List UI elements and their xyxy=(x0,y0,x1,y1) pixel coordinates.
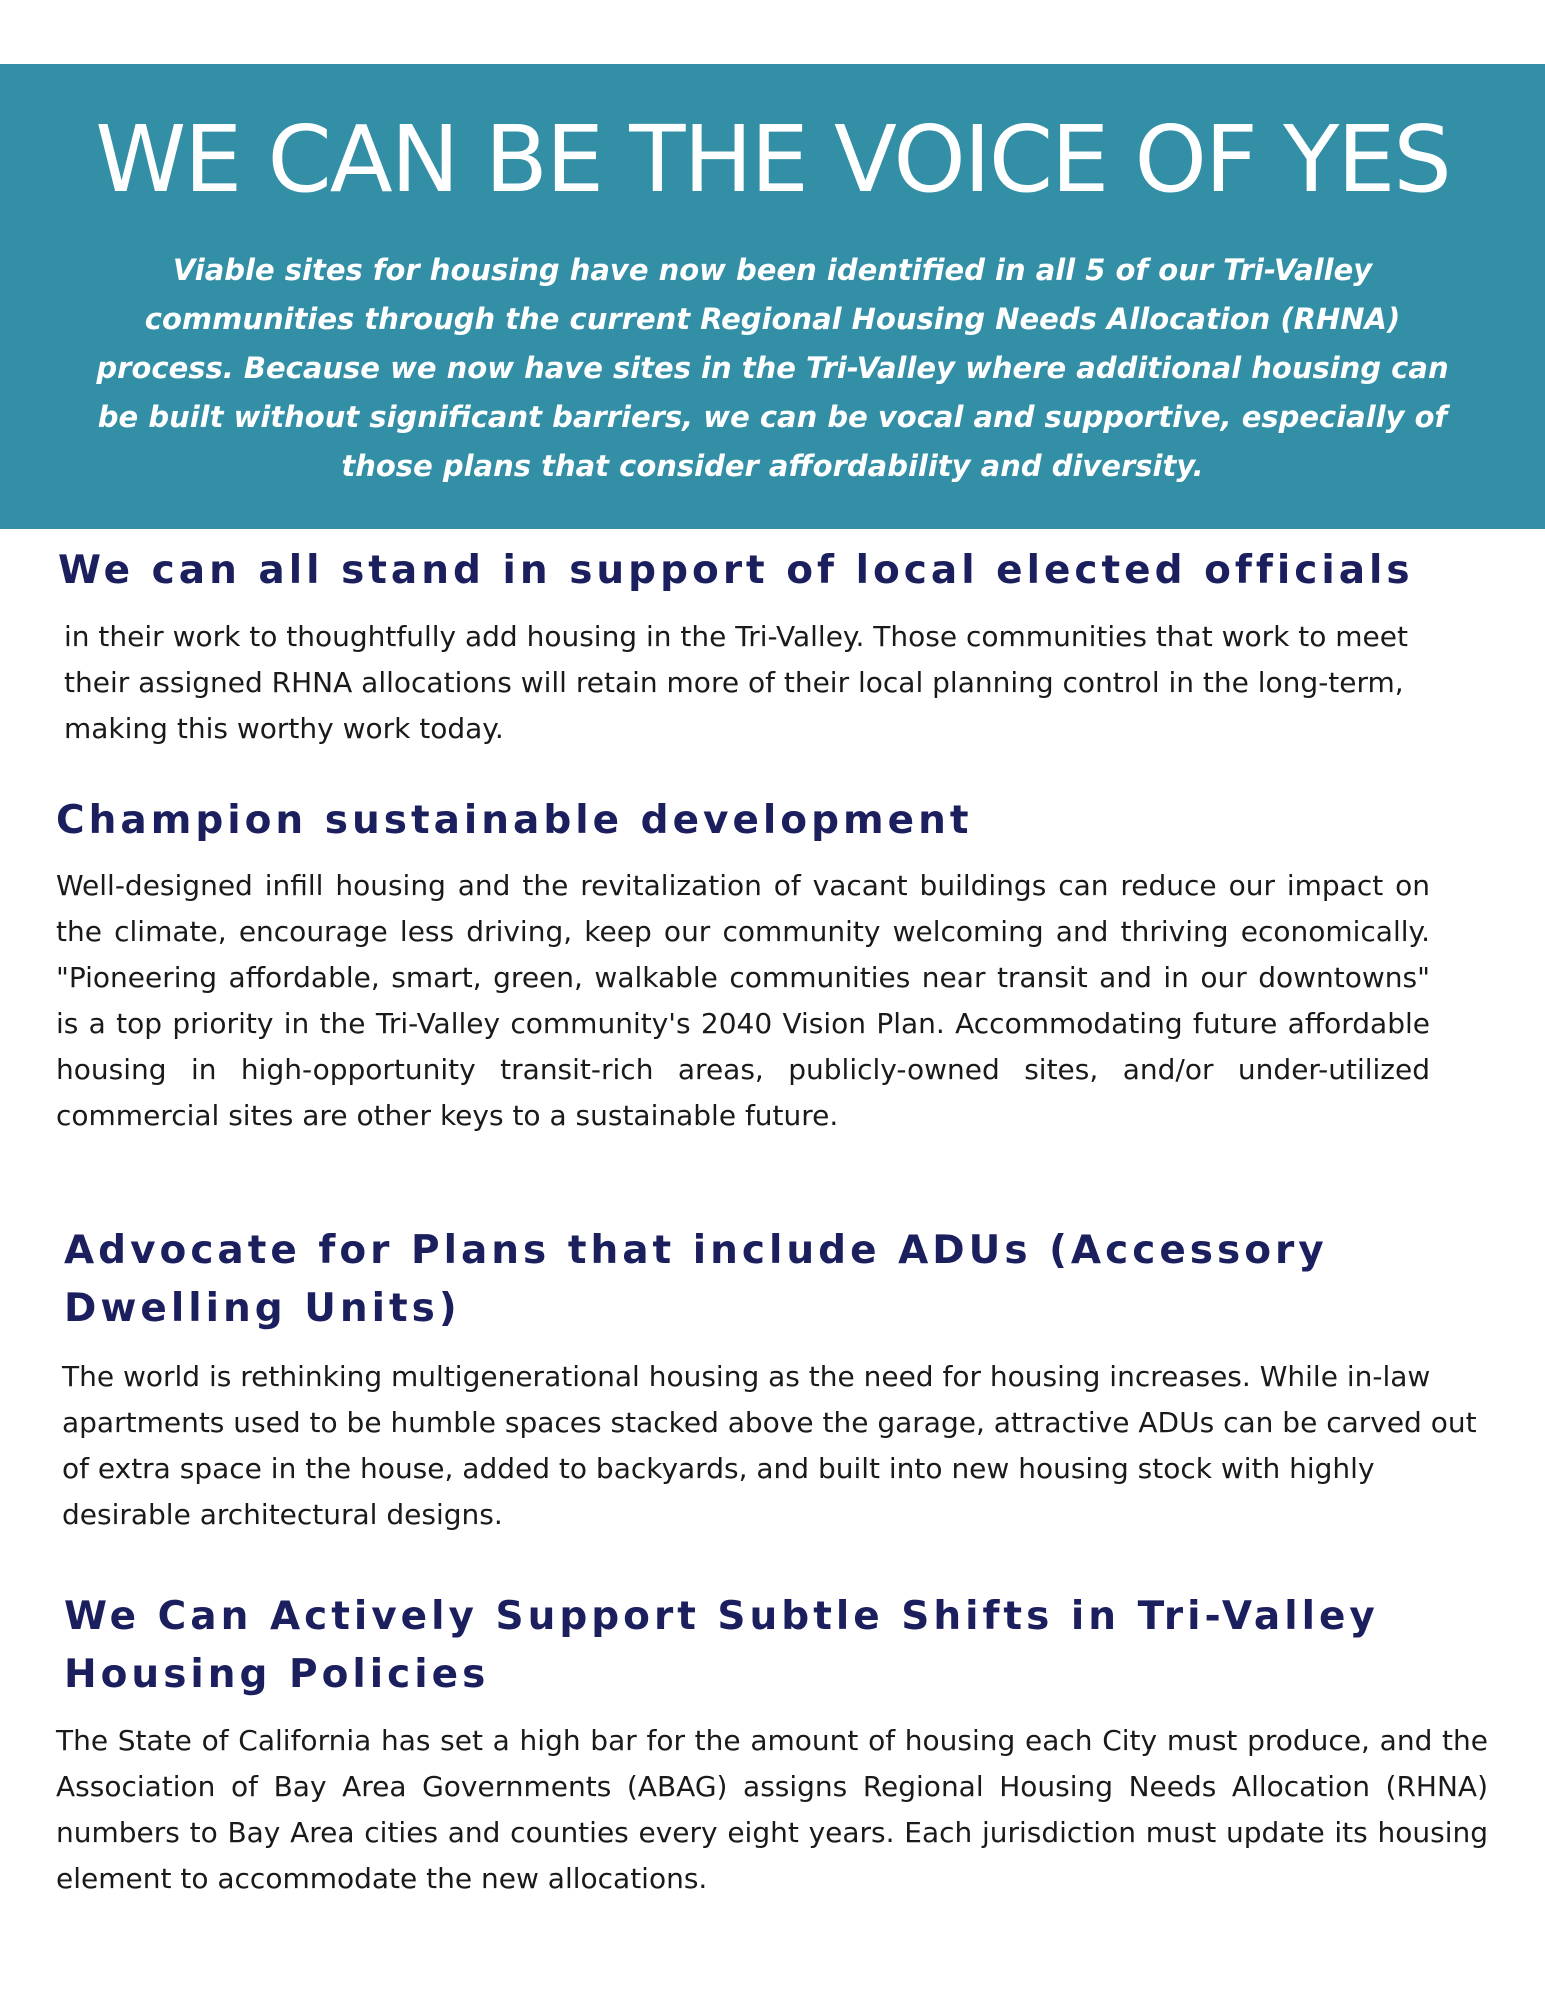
section-heading-adus: Advocate for Plans that include ADUs (Accessory Dwelling Units) xyxy=(64,1228,1328,1331)
section-body-sustainable-development: Well-designed infill housing and the revitalization of vacant buildings can reduce our impact on the climate, encourage less driving, keep our community welcoming and thriving economically. "Pioneering affordable, smart, green, walkable communities near transit and in our downtowns" is a top priority in the Tri-Valley community's 2040 Vision Plan. Accommodating future affordable housing in high-opportunity transit-rich areas, publicly-owned sites, and/or under-utilized commercial sites are other keys to a sustainable future. xyxy=(56,869,1430,1132)
section-body-adus: The world is rethinking multigenerational housing as the need for housing increases. While in-law apartments used to be humble spaces stacked above the garage, attractive ADUs can be carved out of extra space in the house, added to backyards, and built into new housing stock with highly desirable architectural designs. xyxy=(62,1360,1477,1531)
banner-title: WE CAN BE THE VOICE OF YES xyxy=(95,106,1450,213)
section-body-policy-shifts: The State of California has set a high bar for the amount of housing each City must produce, and the Association of Bay Area Governments (ABAG) assigns Regional Housing Needs Allocation (RHNA) numbers to Bay Area cities and counties every eight years. Each jurisdiction must update its housing element to accommodate the new allocations. xyxy=(56,1724,1488,1895)
section-heading-policy-shifts: We Can Actively Support Subtle Shifts in Tri-Valley Housing Policies xyxy=(64,1594,1379,1697)
banner-intro-text: Viable sites for housing have now been identified in all 5 of our Tri-Valley communities through the current Regional Housing Needs Allocation (RHNA) process. Because we now have sites in the Tri-Valley where additional housing can be built without significant barriers, we can be vocal and supportive, especially of those plans that consider affordability and diversity. xyxy=(96,253,1449,483)
section-body-support-officials: in their work to thoughtfully add housing in the Tri-Valley. Those communities that work to meet their assigned RHNA allocations will retain more of their local planning control in the long-term, making this worthy work today. xyxy=(64,620,1408,745)
section-heading-support-officials: We can all stand in support of local elected officials xyxy=(58,548,1414,593)
section-heading-sustainable-development: Champion sustainable development xyxy=(56,798,973,843)
